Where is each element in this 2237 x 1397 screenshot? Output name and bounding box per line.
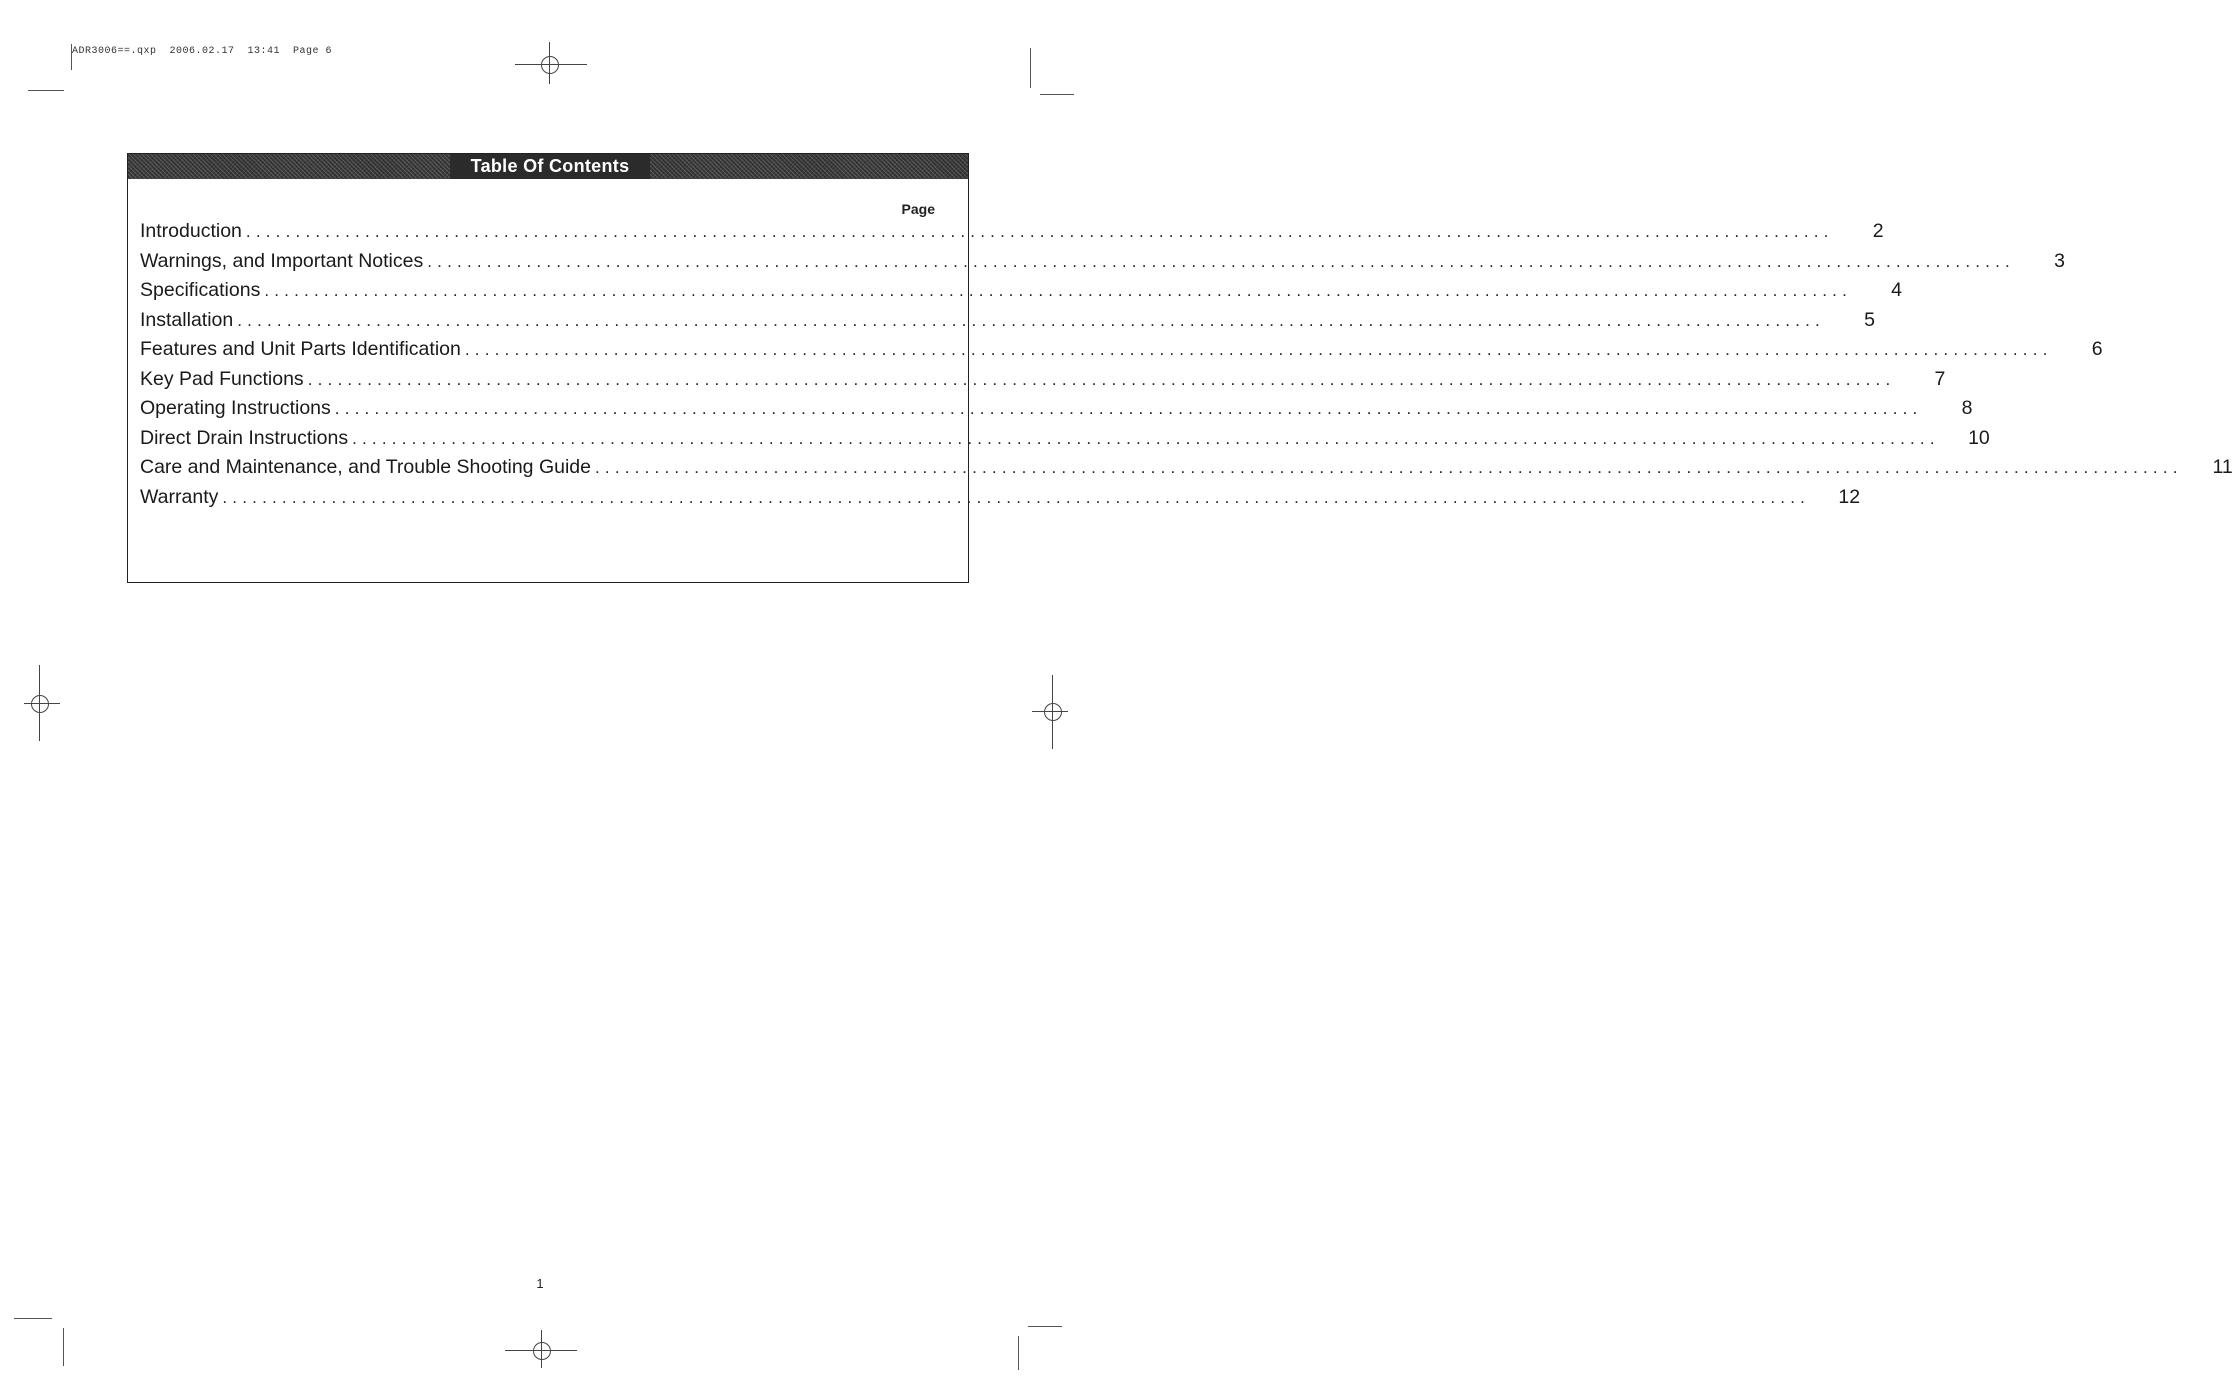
registration-mark-top [515, 42, 587, 84]
toc-entry [140, 217, 1884, 247]
crop-mark-bottom-right-v [1018, 1336, 1019, 1370]
dot-leader: ................................................................................................................................................................ [222, 487, 1811, 507]
toc-entry [140, 483, 1861, 513]
crop-mark-bottom-left-v [63, 1328, 64, 1366]
dot-leader: ................................................................................................................................................................ [245, 222, 1834, 241]
registration-mark-left [24, 665, 60, 741]
toc-entry-page: 3 [2054, 249, 2065, 272]
toc-entry-label: Key Pad Functions [140, 367, 304, 390]
toc-entry-label: Warranty [140, 485, 219, 508]
table-of-contents [127, 153, 2233, 583]
dot-leader: ................................................................................................................................................................ [427, 251, 2015, 271]
toc-entry [140, 424, 1990, 454]
toc-title: Table Of Contents [450, 154, 650, 179]
toc-entry [140, 247, 2065, 277]
dot-leader: ................................................................................................................................................................ [334, 399, 1923, 418]
toc-entry [140, 365, 1946, 395]
crop-mark-top-right-v [1030, 48, 1031, 88]
toc-entry-page: 7 [1934, 367, 1946, 390]
crop-mark-bottom-left-h [14, 1318, 52, 1319]
crop-mark-top-left [28, 90, 64, 91]
printer-slug: ADR3006==.qxp 2006.02.17 13:41 Page 6 [72, 46, 333, 57]
toc-entry-label: Care and Maintenance, and Trouble Shooting Guide [140, 456, 591, 478]
registration-mark-bottom [505, 1330, 577, 1368]
toc-entries [140, 217, 2233, 512]
dot-leader: ................................................................................................................................................................ [352, 428, 1940, 448]
toc-entry-label: Direct Drain Instructions [140, 426, 349, 449]
page-number: 1 [536, 1276, 544, 1291]
toc-entry-page: 6 [2091, 338, 2103, 360]
dot-leader: ................................................................................................................................................................ [307, 369, 1896, 389]
toc-entry-page: 2 [1872, 220, 1884, 242]
toc-entry [140, 276, 1903, 306]
toc-header-bar [128, 154, 968, 179]
toc-entry-label: Introduction [140, 220, 242, 242]
toc-entry-label: Warnings, and Important Notices [140, 249, 424, 272]
toc-entry [140, 394, 1973, 424]
crop-mark-top-right-h [1040, 94, 1074, 95]
toc-entry-page: 8 [1961, 397, 1973, 419]
toc-entry-page: 10 [1968, 426, 1990, 449]
toc-entry-label: Features and Unit Parts Identification [140, 338, 461, 360]
page-column-label: Page [901, 201, 935, 217]
toc-entry-page: 5 [1864, 308, 1875, 331]
toc-entry-label: Installation [140, 308, 234, 331]
toc-entry [140, 453, 2233, 483]
dot-leader: ................................................................................................................................................................ [237, 310, 1825, 330]
toc-entry [140, 306, 1875, 336]
toc-entry-label: Specifications [140, 279, 261, 301]
crop-mark-bottom-right-h [1028, 1326, 1062, 1327]
dot-leader: ................................................................................................................................................................ [464, 340, 2053, 359]
registration-mark-right [1032, 675, 1068, 749]
toc-entry-label: Operating Instructions [140, 397, 331, 419]
toc-entry-page: 12 [1838, 485, 1861, 508]
toc-entry [140, 335, 2103, 365]
toc-entry-page: 11 [2212, 456, 2233, 478]
dot-leader: ................................................................................................................................................................ [264, 281, 1853, 300]
dot-leader: ................................................................................................................................................................ [594, 458, 2183, 477]
toc-entry-page: 4 [1891, 279, 1903, 301]
